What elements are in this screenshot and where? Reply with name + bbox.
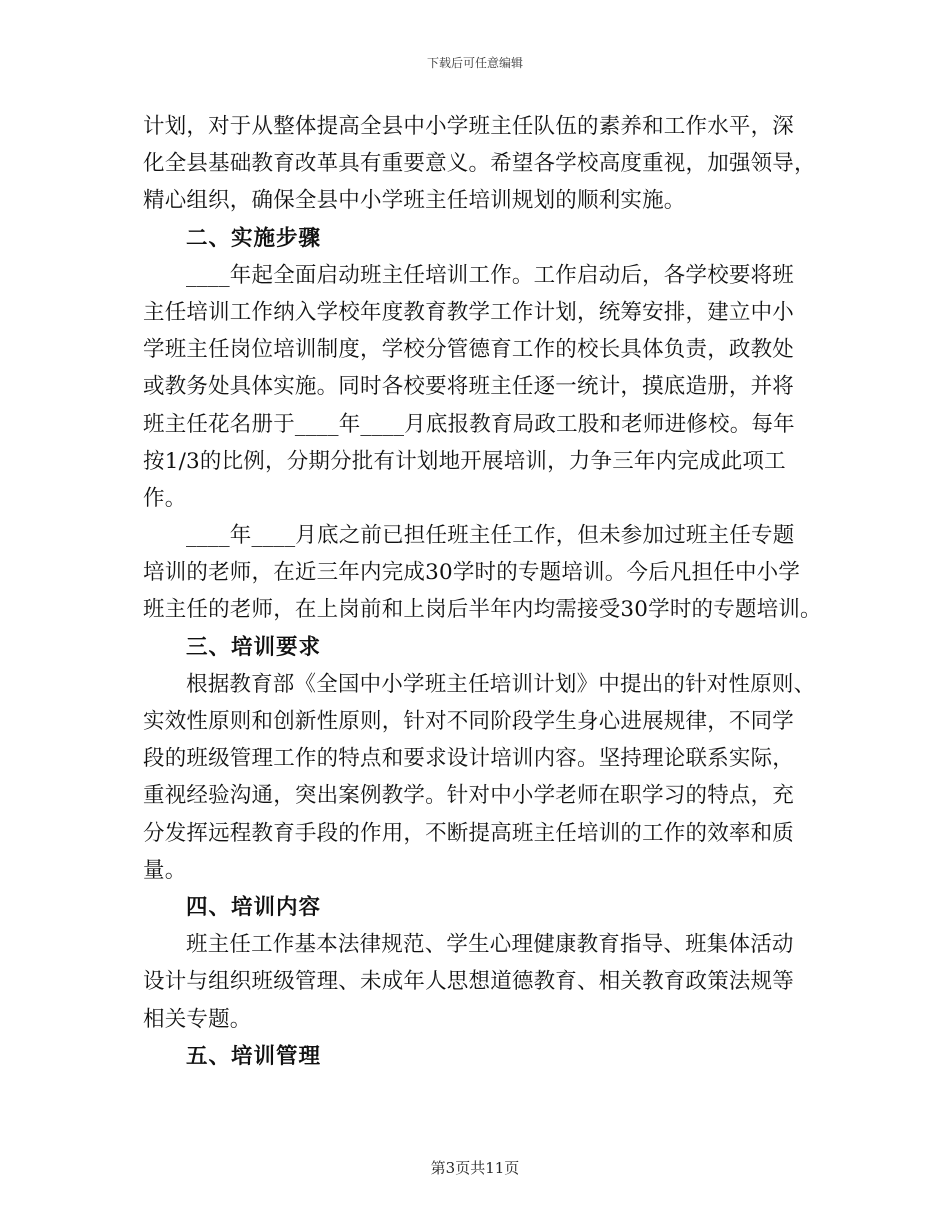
text-line: 主任培训工作纳入学校年度教育教学工作计划，统筹安排，建立中小 (143, 299, 795, 325)
text-line: 根据教育部《全国中小学班主任培训计划》中提出的针对性原则、 (186, 671, 816, 697)
text-line: 培训的老师，在近三年内完成30学时的专题培训。今后凡担任中小学 (143, 560, 801, 586)
text-line: 重视经验沟通，突出案例教学。针对中小学老师在职学习的特点，充 (143, 783, 795, 809)
text-line: 化全县基础教育改革具有重要意义。希望各学校高度重视，加强领导， (143, 151, 816, 177)
text-line: 精心组织，确保全县中小学班主任培训规划的顺利实施。 (143, 188, 686, 214)
section-heading: 三、培训要求 (186, 634, 322, 660)
text-line: 实效性原则和创新性原则，针对不同阶段学生身心进展规律，不同学 (143, 709, 795, 734)
text-line: 分发挥远程教育手段的作用，不断提高班主任培训的工作的效率和质 (143, 820, 795, 846)
text-line: ____年起全面启动班主任培训工作。工作启动后，各学校要将班 (186, 262, 795, 288)
text-line: 班主任花名册于____年____月底报教育局政工股和老师进修校。每年 (143, 411, 795, 437)
text-line: 学班主任岗位培训制度，学校分管德育工作的校长具体负责，政教处 (143, 337, 795, 363)
page-number: 第3页共11页 (430, 1159, 520, 1177)
text-line: 班主任的老师，在上岗前和上岗后半年内均需接受30学时的专题培训。 (143, 597, 822, 623)
section-heading: 五、培训管理 (186, 1043, 322, 1069)
text-line: 或教务处具体实施。同时各校要将班主任逐一统计，摸底造册，并将 (143, 374, 795, 400)
text-line: 段的班级管理工作的特点和要求设计培训内容。坚持理论联系实际， (143, 746, 795, 772)
page-header: 下载后可任意编辑 (426, 56, 523, 70)
section-heading: 二、实施步骤 (186, 225, 322, 251)
text-line: 量。 (143, 857, 187, 883)
text-line: 相关专题。 (143, 1006, 252, 1032)
text-line: 作。 (143, 485, 187, 511)
section-heading: 四、培训内容 (186, 894, 322, 920)
text-line: 计划，对于从整体提高全县中小学班主任队伍的素养和工作水平，深 (143, 114, 795, 139)
text-line: 按1/3的比例，分期分批有计划地开展培训，力争三年内完成此项工 (143, 448, 786, 474)
text-line: 班主任工作基本法律规范、学生心理健康教育指导、班集体活动 (186, 932, 794, 958)
text-line: 设计与组织班级管理、未成年人思想道德教育、相关教育政策法规等 (143, 969, 795, 995)
document-body (143, 108, 822, 1075)
text-line: ____年____月底之前已担任班主任工作，但未参加过班主任专题 (186, 523, 795, 549)
